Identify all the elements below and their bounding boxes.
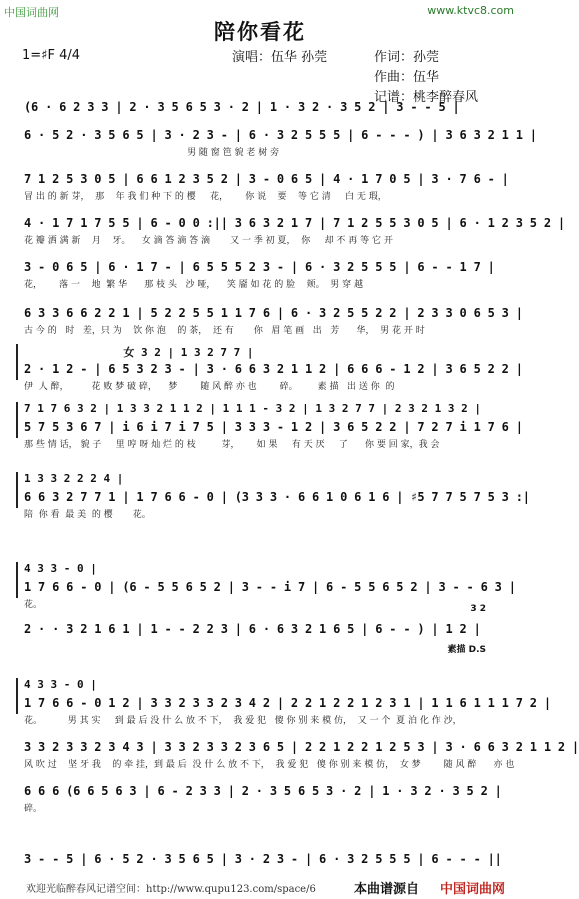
upper-voice-row: 1 3 3 2 2 2 4 | <box>24 472 124 485</box>
system-brace <box>16 562 18 598</box>
lyric-row: 陪 你 看 最 美 的 樱 花。 <box>24 510 151 520</box>
watermark-left: 中国词曲网 <box>4 6 59 19</box>
lyric-row: 花 瓣 洒 满 新 月 牙。 女 滴 答 滴 答 滴 又 一 季 初 夏， 你 却 不 再 等 它 开 <box>24 236 393 246</box>
lyric-row: 那 些 情 话， 貌 子 里 哼 呀 灿 烂 的 枝 芽， 如 果 有 天 厌 了 你 要 回 家，我 会 <box>24 440 440 450</box>
notation-row: 7 1 2 5 3 0 5 | 6 6 1 2 3 5 2 | 3 - 0 6 5 | 4 · 1 7 0 5 | 3 · 7 6 - | <box>24 172 509 186</box>
notation-row: 2 · 1 2 - | 6 5 3 2 3 - | 3 · 6 6 3 2 1 1 2 | 6 6 6 - 1 2 | 3 6 5 2 2 | <box>24 362 523 376</box>
lyricist-credit: 作词：孙莞 <box>374 50 440 65</box>
footer-site-name: 中国词曲网 <box>440 882 506 897</box>
system-brace <box>16 402 18 438</box>
notation-row: 4 · 1 7 1 7 5 5 | 6 - 0 0 :|| 3 6 3 2 1 7 | 7 1 2 5 5 3 0 5 | 6 · 1 2 3 5 2 | <box>24 216 565 230</box>
system-brace <box>16 472 18 508</box>
lyric-row: 古 今 的 时 差，只 为 饮 你 泡 的 茶， 还 有 你 眉 笔 画 出 芳 华， 男 花 开 时 <box>24 326 425 336</box>
notation-row: 6 6 6 (6 6 5 6 3 | 6 - 2 3 3 | 2 · 3 5 6 5 3 · 2 | 1 · 3 2 · 3 5 2 | <box>24 784 502 798</box>
lyric-row: 风 吹 过 坚 牙 我 的 牵 挂，到 最 后 没 什 么 放 不 下， 我 爱 犯 傻 你 别 来 模 仿， 女 梦 随 风 醉 亦 也 <box>24 760 515 770</box>
repeat-label: 素描 D.S <box>447 645 486 655</box>
notation-row: 3 3 2 3 3 2 3 4 3 | 3 3 2 3 3 2 3 6 5 | 2 2 1 2 2 1 2 5 3 | 3 · 6 6 3 2 1 1 2 | <box>24 740 579 754</box>
notation-row: 3 - - 5 | 6 · 5 2 · 3 5 6 5 | 3 · 2 3 - | 6 · 3 2 5 5 5 | 6 - - - || <box>24 852 502 866</box>
footer-source-label: 本曲谱源自 <box>354 882 420 897</box>
watermark-right: www.ktvc8.com <box>427 4 514 17</box>
upper-voice-row: 4 3 3 - 0 | <box>24 678 97 691</box>
lyric-row: 碎。 <box>24 804 43 814</box>
composer-credit: 作曲：伍华 <box>374 70 440 85</box>
singer-credit: 演唱：伍华 孙莞 <box>232 50 328 65</box>
lyric-row: 冒 出 的 新 芽， 那 年 我 们 种 下 的 樱 花， 你 说 要 等 它 清 白 无 瑕， <box>24 192 387 202</box>
lyric-row: 花。 男 其 实 到 最 后 没 什 么 放 不 下， 我 爱 犯 傻 你 别 来 模 仿， 又 一 个 夏 泊 化 作 沙， <box>24 716 462 726</box>
notation-row: 1 7 6 6 - 0 | (6 - 5 5 6 5 2 | 3 - - i 7 | 6 - 5 5 6 5 2 | 3 - - 6 3 | <box>24 580 516 594</box>
footer-left: 欢迎光临醉春风记谱空间：http://www.qupu123.com/space/6 <box>26 884 316 895</box>
system-brace <box>16 678 18 714</box>
upper-voice-row: 7 1 7 6 3 2 | 1 3 3 2 1 1 2 | 1 1 1 - 3 2 | 1 3 2 7 7 | 2 3 2 1 3 2 | <box>24 402 481 415</box>
notation-row: 2 · · 3 2 1 6 1 | 1 - - 2 2 3 | 6 · 6 3 2 1 6 5 | 6 - - ) | 1 2 | <box>24 622 481 636</box>
song-title: 陪你看花 <box>214 19 306 44</box>
notation-row: 6 6 3 2 7 7 1 | 1 7 6 6 - 0 | (3 3 3 · 6 6 1 0 6 1 6 | ♯5 7 7 5 7 5 3 :| <box>24 490 530 504</box>
notation-row: 6 · 5 2 · 3 5 6 5 | 3 · 2 3 - | 6 · 3 2 5 5 5 | 6 - - - ) | 3 6 3 2 1 1 | <box>24 128 537 142</box>
lyric-row: 花， 落 一 地 繁 华 那 枝 头 沙 哑， 笑 靥 如 花 的 脸 颊。 男 穿 越 <box>24 280 364 290</box>
notation-row: 3 - 0 6 5 | 6 · 1 7 - | 6 5 5 5 2 3 - | 6 · 3 2 5 5 5 | 6 - - 1 7 | <box>24 260 495 274</box>
notation-row: 6 3 3 6 6 2 2 1 | 5 2 2 5 5 1 1 7 6 | 6 · 3 2 5 5 2 2 | 2 3 3 0 6 5 3 | <box>24 306 523 320</box>
upper-voice-row: 女 3 2 | 1 3 2 7 7 | <box>24 346 254 359</box>
transcriber-credit: 记谱：桃李醉春风 <box>374 90 479 105</box>
notation-row: (6 · 6 2 3 3 | 2 · 3 5 6 5 3 · 2 | 1 · 3 2 · 3 5 2 | 3 - - 5 | <box>24 100 460 114</box>
repeat-label: 3 2 <box>470 604 486 614</box>
lyric-row: 花。 <box>24 600 43 610</box>
lyric-row: 男 随 窗 笆 貌 老 树 旁 <box>24 148 280 158</box>
system-brace <box>16 344 18 380</box>
key-signature: 1=♯F 4/4 <box>22 48 80 63</box>
notation-row: 1 7 6 6 - 0 1 2 | 3 3 2 3 3 2 3 4 2 | 2 2 1 2 2 1 2 3 1 | 1 1 6 1 1 1 7 2 | <box>24 696 551 710</box>
upper-voice-row: 4 3 3 - 0 | <box>24 562 97 575</box>
notation-row: 5 7 5 3 6 7 | i 6 i 7 i 7 5 | 3 3 3 - 1 2 | 3 6 5 2 2 | 7 2 7 i 1 7 6 | <box>24 420 523 434</box>
lyric-row: 伊 人 醉， 花 败 梦 破 碎， 梦 随 风 醉 亦 也 碎。 素 描 出 送 你 的 <box>24 382 395 392</box>
